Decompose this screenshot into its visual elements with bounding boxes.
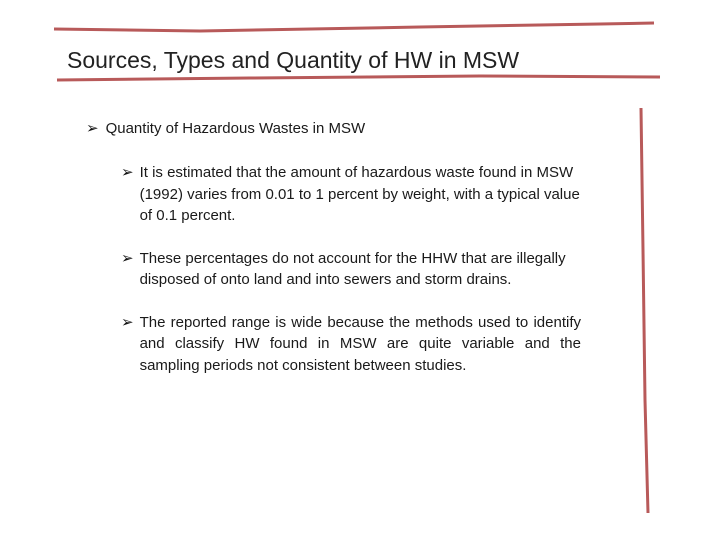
arrow-bullet-icon: ➢: [121, 164, 134, 181]
sub-bullet-list: [121, 162, 581, 397]
arrow-bullet-icon: ➢: [121, 249, 134, 267]
sub-bullet-text: These percentages do not account for the HHW that are illegally disposed of onto land and into sewers and storm drains.: [139, 249, 566, 288]
title-underline: [57, 76, 660, 80]
sub-bullet-text: It is estimated that the amount of hazardous waste found in MSW (1992) varies from 0.01 to 1 percent by weight, with a typical value of 0.1 percent.: [139, 164, 580, 224]
main-bullet-text: Quantity of Hazardous Wastes in MSW: [105, 119, 366, 137]
list-item: [121, 248, 581, 291]
slide-title: Sources, Types and Quantity of HW in MSW: [67, 47, 520, 73]
top-rule: [54, 23, 654, 31]
sub-bullet-text: The reported range is wide because the methods used to identify and classify HW found in MSW are quite variable and the sampling periods not consistent between studies.: [139, 313, 581, 374]
arrow-bullet-icon: ➢: [121, 313, 134, 331]
list-item: [121, 312, 581, 377]
main-bullet: [86, 119, 365, 137]
right-rule: [641, 108, 648, 513]
arrow-bullet-icon: ➢: [86, 120, 99, 137]
list-item: [121, 162, 581, 227]
